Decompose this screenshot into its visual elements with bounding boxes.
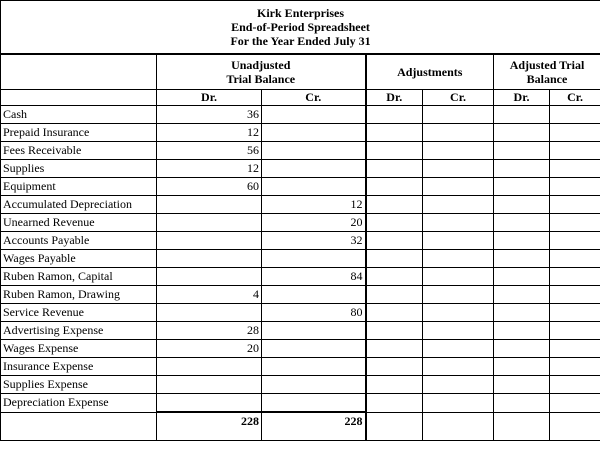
unadjusted-cr-cell [262,286,366,304]
unadjusted-dr-cell [157,232,262,250]
unadjusted-cr-cell [262,106,366,124]
table-row [1,142,600,160]
unadjusted-header-line1: Unadjusted [231,58,291,72]
adjusted-cr-cell[interactable] [550,142,600,160]
unadjusted-dr-cell: 4 [157,286,262,304]
adjustments-header: Adjustments [366,54,494,90]
account-name: Advertising Expense [1,322,157,340]
adjustments-dr-cell[interactable] [366,304,423,322]
adjusted-dr-cell[interactable] [494,286,550,304]
adjusted-cr-cell[interactable] [550,376,600,394]
adjustments-dr-cell[interactable] [366,106,423,124]
adjustments-dr-cell[interactable] [366,394,423,413]
adjusted-dr-cell[interactable] [494,106,550,124]
table-row [1,358,600,376]
adjustments-cr-cell[interactable] [423,142,494,160]
account-subheader-blank [1,90,157,106]
unadjusted-cr-cell [262,124,366,142]
unadjusted-dr-cell [157,268,262,286]
unadjusted-cr-cell [262,394,366,413]
adjustments-cr-cell[interactable] [423,268,494,286]
unadjusted-dr-cell: 28 [157,322,262,340]
adjusted-dr-cell[interactable] [494,196,550,214]
adjusted-cr-cell[interactable] [550,340,600,358]
unadjusted-dr-cell [157,358,262,376]
adjusted-dr-total[interactable] [494,412,550,441]
adjustments-cr-cell[interactable] [423,160,494,178]
unadjusted-cr-total: 228 [262,412,366,441]
adjusted-cr-cell[interactable] [550,196,600,214]
adjustments-dr-cell[interactable] [366,358,423,376]
adjustments-dr-cell[interactable] [366,322,423,340]
adjusted-dr-cell[interactable] [494,142,550,160]
adjusted-cr-cell[interactable] [550,214,600,232]
table-row [1,214,600,232]
unadjusted-dr-cell: 20 [157,340,262,358]
totals-row [1,412,600,441]
unadjusted-dr-cell [157,394,262,413]
account-name: Accounts Payable [1,232,157,250]
adjustments-dr-header: Dr. [366,90,423,106]
adjusted-dr-cell[interactable] [494,160,550,178]
table-row [1,286,600,304]
account-name: Service Revenue [1,304,157,322]
unadjusted-cr-cell: 32 [262,232,366,250]
adjustments-cr-cell[interactable] [423,124,494,142]
adjustments-cr-cell[interactable] [423,286,494,304]
account-name: Wages Expense [1,340,157,358]
account-name: Insurance Expense [1,358,157,376]
unadjusted-dr-cell: 12 [157,160,262,178]
unadjusted-cr-cell [262,142,366,160]
adjusted-cr-cell[interactable] [550,232,600,250]
unadjusted-cr-cell: 84 [262,268,366,286]
table-row [1,340,600,358]
adjusted-dr-cell[interactable] [494,214,550,232]
adjusted-cr-cell[interactable] [550,250,600,268]
company-name: Kirk Enterprises [257,5,345,20]
adjusted-dr-cell[interactable] [494,124,550,142]
adjusted-cr-cell[interactable] [550,178,600,196]
adjustments-cr-cell[interactable] [423,358,494,376]
adjusted-dr-cell[interactable] [494,358,550,376]
adjustments-dr-cell[interactable] [366,142,423,160]
unadjusted-cr-cell [262,178,366,196]
adjustments-dr-cell[interactable] [366,250,423,268]
account-name: Ruben Ramon, Capital [1,268,157,286]
adjusted-dr-cell[interactable] [494,340,550,358]
unadjusted-dr-cell: 36 [157,106,262,124]
totals-label-blank [1,412,157,441]
report-title [1,1,600,55]
unadjusted-dr-header: Dr. [157,90,262,106]
adjustments-cr-cell[interactable] [423,214,494,232]
account-name: Unearned Revenue [1,214,157,232]
account-name: Accumulated Depreciation [1,196,157,214]
unadjusted-dr-cell [157,304,262,322]
unadjusted-dr-cell: 60 [157,178,262,196]
adjusted-cr-cell[interactable] [550,286,600,304]
table-row [1,106,600,124]
unadjusted-cr-cell [262,322,366,340]
unadjusted-cr-cell [262,376,366,394]
table-row [1,376,600,394]
adjustments-cr-cell[interactable] [423,178,494,196]
adjusted-trial-balance-header [494,54,600,90]
adjustments-cr-total[interactable] [423,412,494,441]
report-name: End-of-Period Spreadsheet [231,19,370,34]
table-row [1,268,600,286]
adjusted-dr-cell[interactable] [494,250,550,268]
table-row [1,304,600,322]
account-name: Cash [1,106,157,124]
adjustments-cr-cell[interactable] [423,394,494,413]
adjustments-dr-cell[interactable] [366,124,423,142]
adjusted-dr-cell[interactable] [494,322,550,340]
adjustments-dr-cell[interactable] [366,376,423,394]
adjusted-cr-cell[interactable] [550,304,600,322]
adjustments-cr-cell[interactable] [423,340,494,358]
adjustments-dr-total[interactable] [366,412,423,441]
table-row [1,394,600,413]
unadjusted-dr-cell: 56 [157,142,262,160]
unadjusted-dr-cell [157,250,262,268]
unadjusted-header-line2: Trial Balance [226,72,296,86]
adjustments-cr-header: Cr. [423,90,494,106]
account-name: Wages Payable [1,250,157,268]
unadjusted-dr-cell [157,214,262,232]
table-row [1,160,600,178]
adjusted-dr-cell[interactable] [494,268,550,286]
unadjusted-dr-cell: 12 [157,124,262,142]
adjustments-dr-cell[interactable] [366,340,423,358]
adjusted-header-line2: Balance [526,72,568,86]
adjustments-dr-cell[interactable] [366,160,423,178]
account-name: Prepaid Insurance [1,124,157,142]
account-name: Fees Receivable [1,142,157,160]
unadjusted-cr-cell: 80 [262,304,366,322]
unadjusted-dr-cell [157,196,262,214]
adjustments-cr-cell[interactable] [423,304,494,322]
account-name: Equipment [1,178,157,196]
adjustments-dr-cell[interactable] [366,178,423,196]
table-row [1,250,600,268]
adjustments-cr-cell[interactable] [423,376,494,394]
adjustments-cr-cell[interactable] [423,196,494,214]
adjustments-dr-cell[interactable] [366,232,423,250]
adjusted-cr-cell[interactable] [550,124,600,142]
adjusted-dr-cell[interactable] [494,376,550,394]
unadjusted-cr-header: Cr. [262,90,366,106]
adjusted-cr-cell[interactable] [550,358,600,376]
adjustments-cr-cell[interactable] [423,322,494,340]
adjustments-dr-cell[interactable] [366,268,423,286]
unadjusted-cr-cell [262,160,366,178]
adjusted-cr-cell[interactable] [550,160,600,178]
account-name: Ruben Ramon, Drawing [1,286,157,304]
adjusted-cr-total[interactable] [550,412,600,441]
adjusted-cr-cell[interactable] [550,322,600,340]
account-name: Supplies [1,160,157,178]
adjusted-dr-cell[interactable] [494,304,550,322]
adjustments-cr-cell[interactable] [423,106,494,124]
unadjusted-cr-cell [262,250,366,268]
adjusted-dr-header: Dr. [494,90,550,106]
adjustments-dr-cell[interactable] [366,196,423,214]
unadjusted-cr-cell: 12 [262,196,366,214]
table-row [1,196,600,214]
account-name: Depreciation Expense [1,394,157,413]
adjusted-cr-header: Cr. [550,90,600,106]
report-period: For the Year Ended July 31 [230,33,371,48]
unadjusted-cr-cell [262,340,366,358]
adjusted-header-line1: Adjusted Trial [509,58,585,72]
adjusted-cr-cell[interactable] [550,394,600,413]
adjusted-cr-cell[interactable] [550,106,600,124]
unadjusted-dr-cell [157,376,262,394]
adjusted-dr-cell[interactable] [494,394,550,413]
unadjusted-dr-total: 228 [157,412,262,441]
adjustments-cr-cell[interactable] [423,232,494,250]
account-header-blank [1,54,157,90]
unadjusted-trial-balance-header [157,54,366,90]
unadjusted-cr-cell [262,358,366,376]
table-row [1,178,600,196]
table-row [1,232,600,250]
adjustments-dr-cell[interactable] [366,286,423,304]
adjusted-cr-cell[interactable] [550,268,600,286]
table-row [1,124,600,142]
adjusted-dr-cell[interactable] [494,178,550,196]
unadjusted-cr-cell: 20 [262,214,366,232]
adjustments-cr-cell[interactable] [423,250,494,268]
table-row [1,322,600,340]
adjusted-dr-cell[interactable] [494,232,550,250]
adjustments-dr-cell[interactable] [366,214,423,232]
account-name: Supplies Expense [1,376,157,394]
